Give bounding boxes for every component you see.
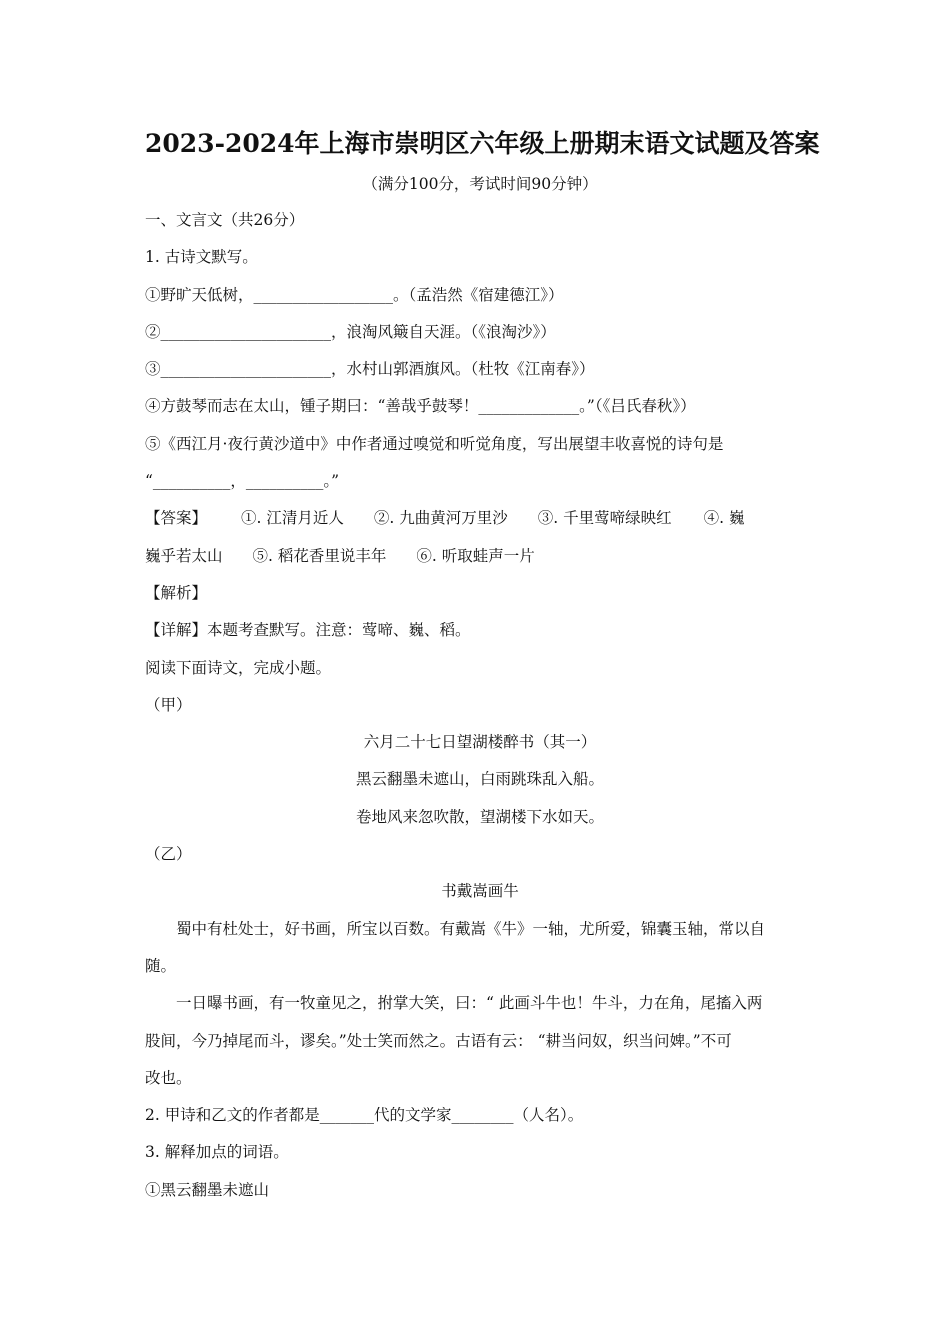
- prose-para-1-line-2: 随。: [145, 956, 177, 975]
- prose-para-1-line-1: 蜀中有杜处士，好书画，所宝以百数。有戴嵩《牛》一轴，尤所爱，锦囊玉轴，常以自: [176, 919, 766, 938]
- prose-para-2-line-2: 股间，今乃掉尾而斗，谬矣。”处士笑而然之。古语有云： “耕当问奴，织当问婢。”不可: [145, 1031, 732, 1050]
- poem-title: 六月二十七日望湖楼醉书（其一）: [363, 733, 597, 752]
- answer-label: 【答案】: [145, 509, 208, 528]
- question-1-item-4: ④方鼓琴而志在太山，锺子期曰：“善哉乎鼓琴！_____________。”（《吕氏春秋》）: [145, 397, 696, 416]
- question-1-item-5: ⑤《西江月·夜行黄沙道中》中作者通过嗅觉和听觉角度，写出展望丰收喜悦的诗句是: [145, 434, 724, 453]
- analysis-label: 【解析】: [145, 583, 208, 602]
- question-1-heading: 1. 古诗文默写。: [145, 248, 258, 267]
- text-yi-label: （乙）: [145, 845, 192, 864]
- answer-6: ⑥. 听取蛙声一片: [416, 546, 535, 565]
- section-heading: 一、文言文（共26分）: [145, 211, 305, 229]
- question-3-heading: 3. 解释加点的词语。: [145, 1143, 289, 1162]
- question-1-item-1: ①野旷天低树，__________________。（孟浩然《宿建德江》）: [145, 285, 564, 304]
- poem-line-1: 黑云翻墨未遮山，白雨跳珠乱入船。: [355, 770, 604, 789]
- question-2: 2. 甲诗和乙文的作者都是_______代的文学家________（人名）。: [145, 1106, 584, 1125]
- exam-info: （满分100分，考试时间90分钟）: [362, 175, 598, 193]
- poem-line-2: 卷地风来忽吹散，望湖楼下水如天。: [355, 807, 604, 826]
- page-title: 2023-2024年上海市崇明区六年级上册期末语文试题及答案: [145, 129, 820, 158]
- answer-2: ②. 九曲黄河万里沙: [373, 509, 508, 528]
- question-1-item-5-blanks: “__________，__________。”: [145, 472, 340, 491]
- answer-line-2: [145, 538, 815, 575]
- detail-text: 【详解】本题考查默写。注意：莺啼、巍、稻。: [145, 621, 471, 640]
- answer-5: ⑤. 稻花香里说丰年: [252, 546, 387, 565]
- text-jia-label: （甲）: [145, 695, 192, 714]
- prose-title: 书戴嵩画牛: [441, 882, 519, 901]
- answer-1: ①. 江清月近人: [241, 509, 344, 528]
- answer-line: [145, 500, 815, 537]
- question-1-item-3: ③______________________，水村山郭酒旗风。（杜牧《江南春》）: [145, 360, 595, 379]
- answer-4-end: 巍乎若太山: [145, 546, 223, 565]
- answer-4-start: ④. 巍: [703, 509, 745, 528]
- reading-intro: 阅读下面诗文，完成小题。: [145, 658, 332, 677]
- question-3-item-1: ①黑云翻墨未遮山: [145, 1180, 270, 1199]
- question-1-item-2: ②______________________，浪淘风簸自天涯。（《浪淘沙》）: [145, 322, 556, 341]
- prose-para-2-line-1: 一日曝书画，有一牧童见之，拊掌大笑，曰：“ 此画斗牛也！牛斗，力在角，尾搐入两: [176, 994, 763, 1013]
- answer-3: ③. 千里莺啼绿映红: [537, 509, 672, 528]
- document-page: [145, 122, 820, 1209]
- prose-para-2-line-3: 改也。: [145, 1068, 192, 1087]
